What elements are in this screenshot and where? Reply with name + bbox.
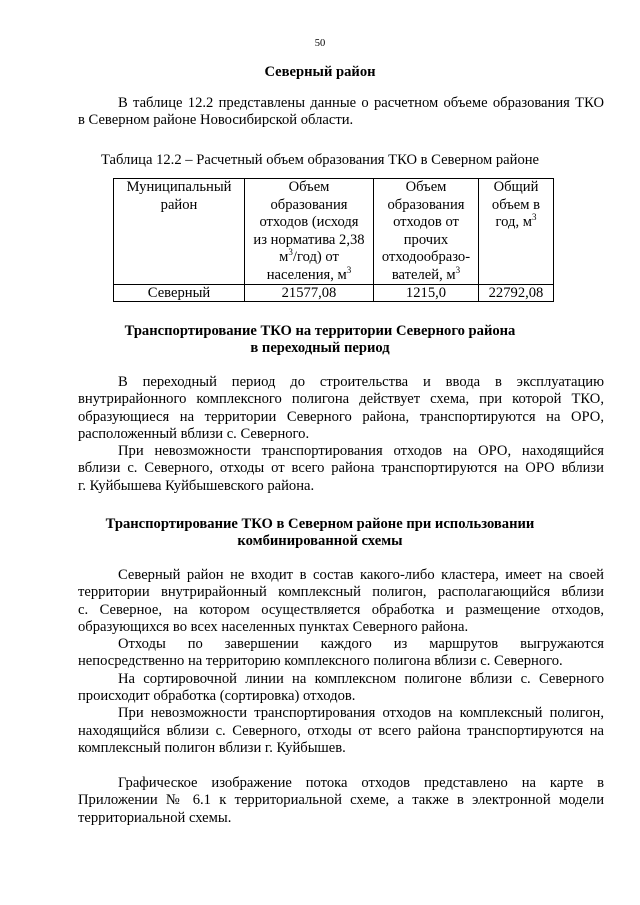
cell-district: Северный (114, 285, 245, 302)
table-header-row (114, 179, 554, 285)
header-other-volume: Объем образования отходов от прочих отходообразо- вателей, $м^3$ (374, 179, 479, 285)
cell-population-volume: 21577,08 (245, 285, 374, 302)
heading-transitional-period: Транспортирование ТКО на территории Северного района в переходный период (124, 323, 516, 356)
intro-line: в Северном районе Новосибирской области. (78, 112, 354, 129)
section2-paragraph: В переходный период до строительства и ввода в эксплуатацию внутрирайонного комплексного полигона действует схема, при которой ТКО, образующиеся на территории Северного района, транспортируются на ОРО, расположенный вблизи с. Северного. При невозможности транспортирования отходов на ОРО, находящийся вблизи с. Северного, отходы от всего района транспортируются на ОРО вблизи г. Куйбышева Куйбышевского района. (78, 374, 604, 494)
intro-line: В таблице 12.2 представлены данные о расчетном объеме образования ТКО (118, 95, 604, 111)
waste-volume-table (113, 178, 554, 302)
section-title: Северный район (264, 64, 376, 80)
header-total-volume: Общий объем в год, $м^3$ (479, 179, 554, 285)
section3-paragraph: Северный район не входит в состав какого-либо кластера, имеет на своей территории внутрирайонный комплексный полигон, располагающийся вблизи с. Северное, на котором осуществляется обработка и размещение отходов, образующихся во всех населенных пунктах Северного района. Отходы по завершении каждого из маршрутов выгружаются непосредственно на территорию комплексного полигона вблизи с. Северного. На сортировочной линии на комплексном полигоне вблизи с. Северного происходит обработка (сортировка) отходов. При невозможности транспортирования отходов на комплексный полигон, находящийся вблизи с. Северного, отходы от всего района транспортируются на комплексный полигон вблизи г. Куйбышев. (78, 567, 604, 756)
cell-other-volume: 1215,0 (374, 285, 479, 302)
final-paragraph: Графическое изображение потока отходов представлено на карте в Приложении № 6.1 к территориальной схеме, а также в электронной модели территориальной схемы. (78, 775, 604, 826)
intro-paragraph (78, 95, 604, 130)
header-population-volume: Объем образования отходов (исходя из норматива 2,38 $м^3/год$) от населения, $м^3$ (245, 179, 374, 285)
header-municipal-district: Муниципальный район (114, 179, 245, 285)
table-row (114, 285, 554, 302)
heading-combined-scheme: Транспортирование ТКО в Северном районе при использовании комбинированной схемы (105, 516, 535, 549)
table-caption: Таблица 12.2 – Расчетный объем образования ТКО в Северном районе (100, 152, 540, 168)
page-number: 50 (314, 38, 326, 49)
cell-total-volume: 22792,08 (479, 285, 554, 302)
